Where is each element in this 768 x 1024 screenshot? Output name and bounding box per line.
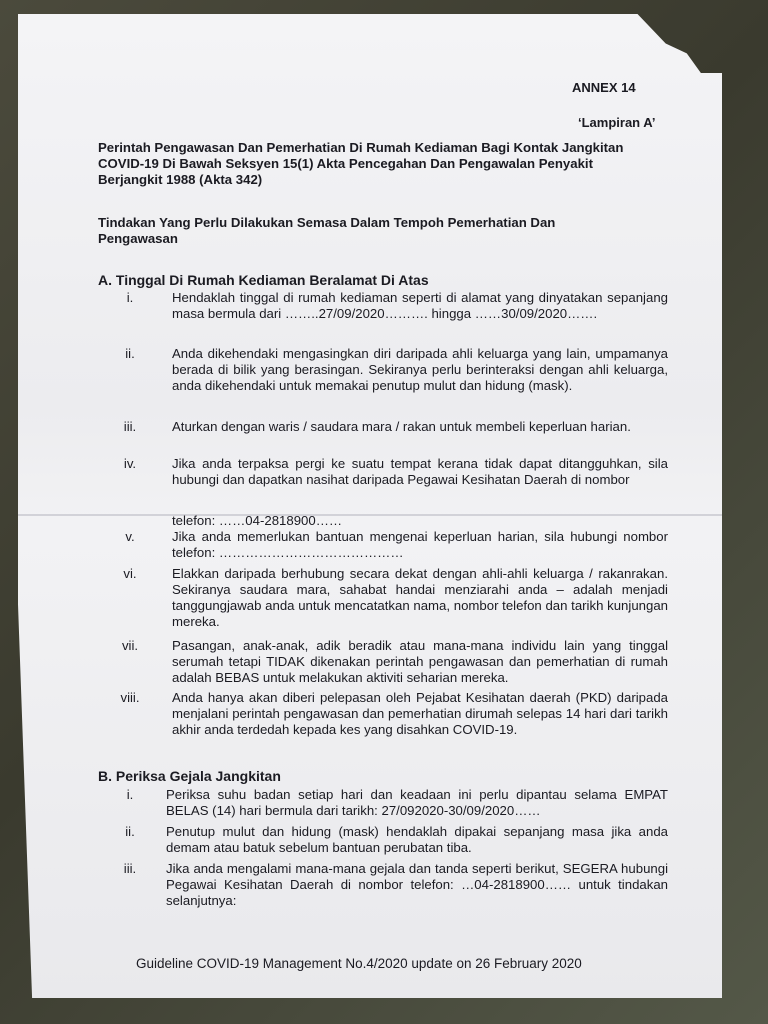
item-text: Jika anda terpaksa pergi ke suatu tempat kerana tidak dapat ditangguhkan, sila hubungi dan dapatkan nasihat daripada Pegawai Kesihatan Daerah di nombor (172, 456, 668, 487)
section-b-heading: B. Periksa Gejala Jangkitan (98, 768, 281, 784)
item-number: iii. (123, 861, 137, 876)
item-text: Jika anda memerlukan bantuan mengenai keperluan harian, sila hubungi nombor telefon: …………………………………… (172, 529, 668, 560)
item-text: Hendaklah tinggal di rumah kediaman seperti di alamat yang dinyatakan sepanjang masa bermula dari ……..27/09/2020………. hingga ……30/09/2020……. (172, 290, 668, 321)
lampiran-label: ‘Lampiran A’ (578, 115, 656, 130)
item-number: viii. (120, 690, 140, 705)
item-number: i. (126, 787, 134, 802)
document-subtitle: Tindakan Yang Perlu Dilakukan Semasa Dalam Tempoh Pemerhatian Dan Pengawasan (98, 215, 556, 246)
section-a-heading: A. Tinggal Di Rumah Kediaman Beralamat Di Atas (98, 272, 429, 288)
item-text: Anda dikehendaki mengasingkan diri daripada ahli keluarga yang lain, umpamanya berada di bilik yang berasingan. Sekiranya perlu berinteraksi dengan ahli keluarga, anda dikehendaki untuk memakai penutup mulut dan hidung (mask). (172, 346, 668, 393)
item-text: telefon: ……04-2818900…… (172, 513, 343, 528)
item-text: Elakkan daripada berhubung secara dekat dengan ahli-ahli keluarga / rakanrakan. Sekiranya saudara mara, sahabat handai menziarahi anda – adalah menjadi tanggungjawab anda untuk mencatatkan nama, nombor telefon dan tarikh kunjungan mereka. (172, 566, 668, 629)
annex-label: ANNEX 14 (572, 80, 636, 95)
item-number: ii. (125, 346, 135, 361)
item-number: v. (125, 529, 135, 544)
document-title: Perintah Pengawasan Dan Pemerhatian Di Rumah Kediaman Bagi Kontak Jangkitan COVID-19 Di Bawah Seksyen 15(1) Akta Pencegahan Dan Pengawalan Penyakit Berjangkit 1988 (Akta 342) (98, 140, 624, 187)
item-text: Aturkan dengan waris / saudara mara / rakan untuk membeli keperluan harian. (172, 419, 631, 434)
item-number: iv. (123, 456, 137, 471)
item-number: iii. (123, 419, 137, 434)
item-number: ii. (125, 824, 135, 839)
item-text: Periksa suhu badan setiap hari dan keadaan ini perlu dipantau selama EMPAT BELAS (14) hari bermula dari tarikh: 27/092020-30/09/2020…… (166, 787, 668, 818)
item-text: Penutup mulut dan hidung (mask) hendaklah dipakai sepanjang masa jika anda demam atau batuk sebelum bantuan perubatan tiba. (166, 824, 668, 855)
item-number: vi. (123, 566, 137, 581)
item-number: i. (126, 290, 134, 305)
item-number: vii. (121, 638, 139, 653)
item-text: Anda hanya akan diberi pelepasan oleh Pejabat Kesihatan daerah (PKD) daripada menjalani perintah pengawasan dan pemerhatian dirumah selepas 14 hari dari tarikh akhir anda terdedah kepada kes yang disahkan COVID-19. (172, 690, 668, 737)
item-text: Pasangan, anak-anak, adik beradik atau mana-mana individu lain yang tinggal serumah tetapi TIDAK dikenakan perintah pengawasan dan pemerhatian di rumah adalah BEBAS untuk melakukan aktiviti seharian mereka. (172, 638, 668, 685)
item-text: Jika anda mengalami mana-mana gejala dan tanda seperti berikut, SEGERA hubungi Pegawai Kesihatan Daerah di nombor telefon: …04-2818900…… untuk tindakan selanjutnya: (166, 861, 668, 908)
document-footer: Guideline COVID-19 Management No.4/2020 update on 26 February 2020 (136, 956, 582, 971)
